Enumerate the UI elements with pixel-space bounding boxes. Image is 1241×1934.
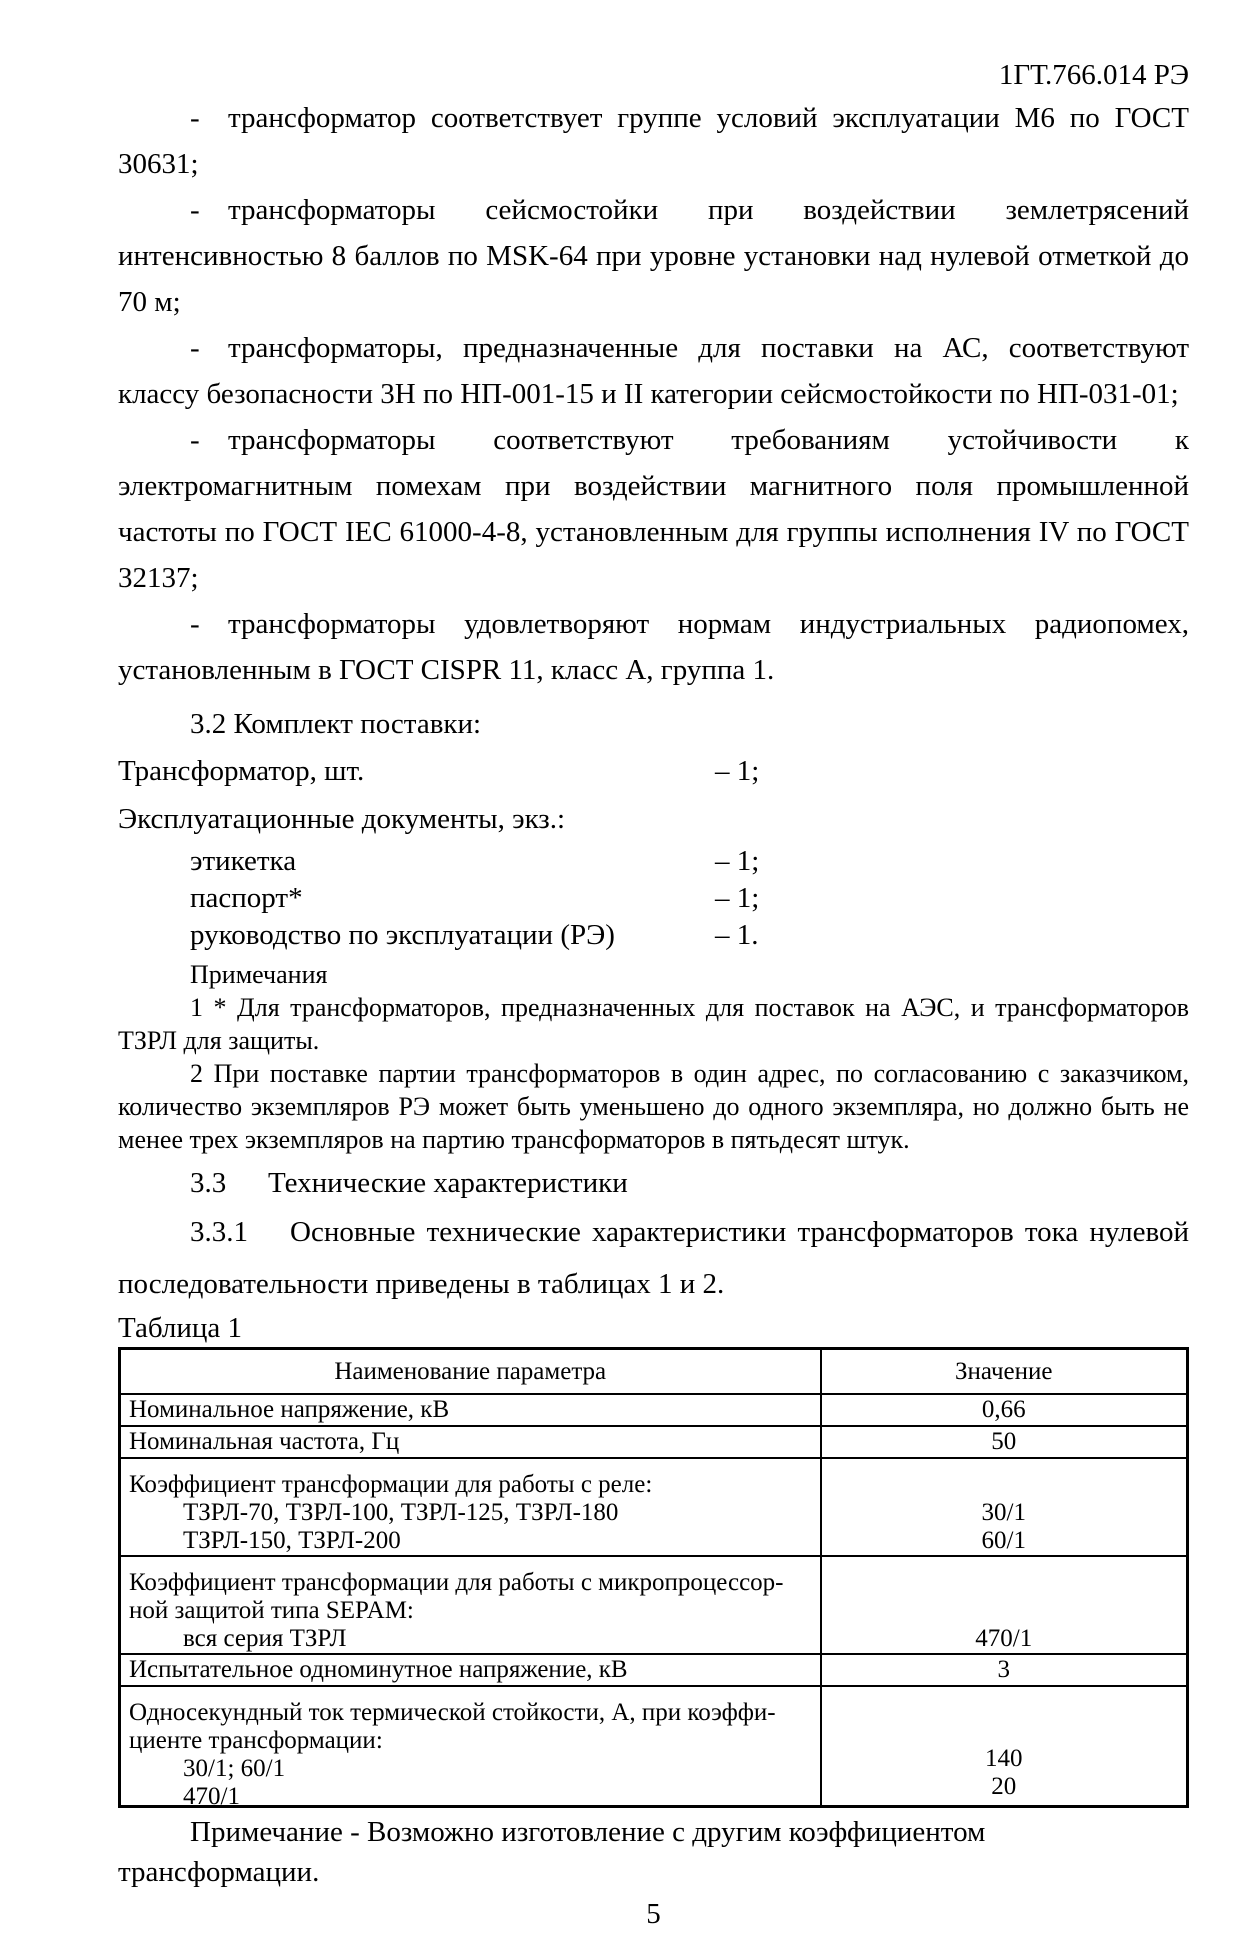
bullet-text: трансформатор соответствует группе условий эксплуатации М6 по ГОСТ 30631;: [118, 102, 1189, 180]
table-header-parameter: Наименование параметра: [120, 1349, 821, 1395]
table-row: [120, 1394, 1188, 1426]
supply-item-value: [715, 795, 1189, 843]
value-cell: [821, 1458, 1188, 1556]
supply-item-value: – 1;: [715, 755, 760, 787]
value-line: 60/1: [981, 1527, 1026, 1554]
value-line: 140: [985, 1745, 1023, 1772]
parameter-line: Односекундный ток термической стойкости, А, при коэффи-: [129, 1699, 776, 1726]
value-line: 470/1: [975, 1625, 1033, 1652]
notes-list: [118, 991, 1189, 1156]
supply-item-label: этикетка: [190, 845, 297, 877]
parameter-line: Номинальное напряжение, кВ: [129, 1396, 450, 1423]
value-lines: [822, 1656, 1187, 1684]
supply-item-label: паспорт*: [190, 882, 303, 914]
parameter-lines: [129, 1396, 812, 1424]
parameter-line: 470/1: [183, 1783, 240, 1810]
parameter-cell: [120, 1394, 821, 1426]
page-number: 5: [646, 1898, 661, 1930]
value-lines: [822, 1428, 1187, 1456]
note-paragraph: 2 При поставке партии трансформаторов в один адрес, по согласованию с заказчиком, количество экземпляров РЭ может быть уменьшено до одного экземпляра, но должно быть не менее трех экземпляров на партию трансформаторов в пятьдесят штук.: [118, 1059, 1189, 1154]
parameter-cell: [120, 1556, 821, 1654]
section-3-3-1-paragraph: [118, 1206, 1189, 1310]
bullet-text: трансформаторы, предназначенные для поставки на АС, соответствуют классу безопасности 3Н по НП-001-15 и II категории сейсмостойкости по НП-031-01;: [118, 332, 1189, 410]
bullet-paragraph: [118, 417, 1189, 601]
doc-code: 1ГТ.766.014 РЭ: [998, 59, 1189, 91]
bullet-list: [118, 95, 1189, 693]
section-3-3-1-number: 3.3.1: [190, 1216, 248, 1248]
bullet-paragraph: [118, 601, 1189, 693]
parameter-line: вся серия ТЗРЛ: [183, 1625, 347, 1652]
supply-item-value: – 1.: [715, 919, 759, 951]
parameter-line: циенте трансформации:: [129, 1727, 383, 1754]
parameter-line: Коэффициент трансформации для работы с реле:: [129, 1471, 653, 1498]
parameter-lines: [129, 1428, 812, 1456]
table-note: Примечание - Возможно изготовление с другим коэффициентом трансформации.: [118, 1816, 986, 1888]
supply-item-value: – 1;: [715, 845, 760, 877]
section-3-2-title: 3.2 Комплект поставки:: [190, 708, 482, 740]
supply-row: [118, 880, 1189, 917]
bullet-marker: -: [190, 332, 200, 364]
supply-row: [118, 843, 1189, 880]
value-cell: [821, 1686, 1188, 1807]
section-3-3-1-text: Основные технические характеристики трансформаторов тока нулевой последовательности приведены в таблицах 1 и 2.: [118, 1216, 1189, 1300]
value-cell: [821, 1394, 1188, 1426]
supply-row: [118, 795, 1189, 843]
supply-row: [118, 917, 1189, 954]
supply-row: [118, 747, 1189, 795]
section-3-3-number: 3.3: [190, 1167, 227, 1199]
bullet-marker: -: [190, 194, 200, 226]
table-header-row: [120, 1349, 1188, 1395]
parameter-cell: [120, 1458, 821, 1556]
parameter-line: Испытательное одноминутное напряжение, кВ: [129, 1656, 628, 1683]
bullet-marker: -: [190, 102, 200, 134]
table-row: [120, 1426, 1188, 1458]
value-cell: [821, 1426, 1188, 1458]
bullet-marker: -: [190, 424, 200, 456]
table-header-value: Значение: [821, 1349, 1188, 1395]
value-lines: [822, 1557, 1187, 1653]
supply-item-label: руководство по эксплуатации (РЭ): [190, 919, 615, 951]
value-lines: [822, 1687, 1187, 1801]
value-cell: [821, 1556, 1188, 1654]
bullet-marker: -: [190, 608, 200, 640]
parameter-lines: [129, 1459, 812, 1555]
parameter-line: Коэффициент трансформации для работы с микропроцессор-: [129, 1569, 784, 1596]
bullet-paragraph: [118, 187, 1189, 325]
parameter-line: ТЗРЛ-150, ТЗРЛ-200: [183, 1527, 401, 1554]
value-line: 30/1: [981, 1499, 1026, 1526]
bullet-text: трансформаторы удовлетворяют нормам индустриальных радиопомех, установленным в ГОСТ CISPR 11, класс А, группа 1.: [118, 608, 1189, 686]
parameter-cell: [120, 1426, 821, 1458]
parameter-lines: [129, 1687, 812, 1810]
parameter-cell: [120, 1686, 821, 1810]
parameter-cell: [120, 1654, 821, 1686]
table-row: [120, 1686, 1188, 1807]
value-lines: [822, 1459, 1187, 1555]
table-1: [118, 1347, 1189, 1808]
table-1-label: Таблица 1: [118, 1312, 243, 1344]
section-3-3-title: [118, 1160, 1189, 1206]
value-line: 3: [997, 1656, 1010, 1683]
section-3-3-label: Технические характеристики: [268, 1167, 628, 1199]
parameter-line: ной защитой типа SEPAM:: [129, 1597, 414, 1624]
value-line: 0,66: [981, 1396, 1026, 1423]
table-row: [120, 1654, 1188, 1686]
supply-item-label: Трансформатор, шт.: [118, 755, 365, 787]
parameter-line: 30/1; 60/1: [183, 1755, 286, 1782]
bullet-paragraph: [118, 325, 1189, 417]
notes-block: [118, 958, 1189, 1156]
supply-item-value: – 1;: [715, 882, 760, 914]
value-line: 20: [991, 1773, 1017, 1800]
supply-item-label: Эксплуатационные документы, экз.:: [118, 803, 566, 835]
value-cell: [821, 1654, 1188, 1686]
table-body: [120, 1394, 1188, 1810]
bullet-text: трансформаторы соответствуют требованиям устойчивости к электромагнитным помехам при воздействии магнитного поля промышленной частоты по ГОСТ IEC 61000-4-8, установленным для группы исполнения IV по ГОСТ 32137;: [118, 424, 1189, 594]
bullet-paragraph: [118, 95, 1189, 187]
parameter-lines: [129, 1656, 812, 1684]
notes-title: Примечания: [190, 960, 328, 989]
value-lines: [822, 1396, 1187, 1424]
parameter-line: Номинальная частота, Гц: [129, 1428, 400, 1455]
parameter-line: ТЗРЛ-70, ТЗРЛ-100, ТЗРЛ-125, ТЗРЛ-180: [183, 1499, 619, 1526]
table-row: [120, 1458, 1188, 1556]
bullet-text: трансформаторы сейсмостойки при воздействии землетрясений интенсивностью 8 баллов по MSK-64 при уровне установки над нулевой отметкой до 70 м;: [118, 194, 1189, 318]
table-row: [120, 1556, 1188, 1654]
value-line: 50: [991, 1428, 1017, 1455]
page-content: [118, 55, 1189, 1934]
parameter-lines: [129, 1557, 812, 1653]
supply-list: [118, 747, 1189, 954]
note-paragraph: 1 * Для трансформаторов, предназначенных для поставок на АЭС, и трансформаторов ТЗРЛ для защиты.: [118, 993, 1189, 1055]
